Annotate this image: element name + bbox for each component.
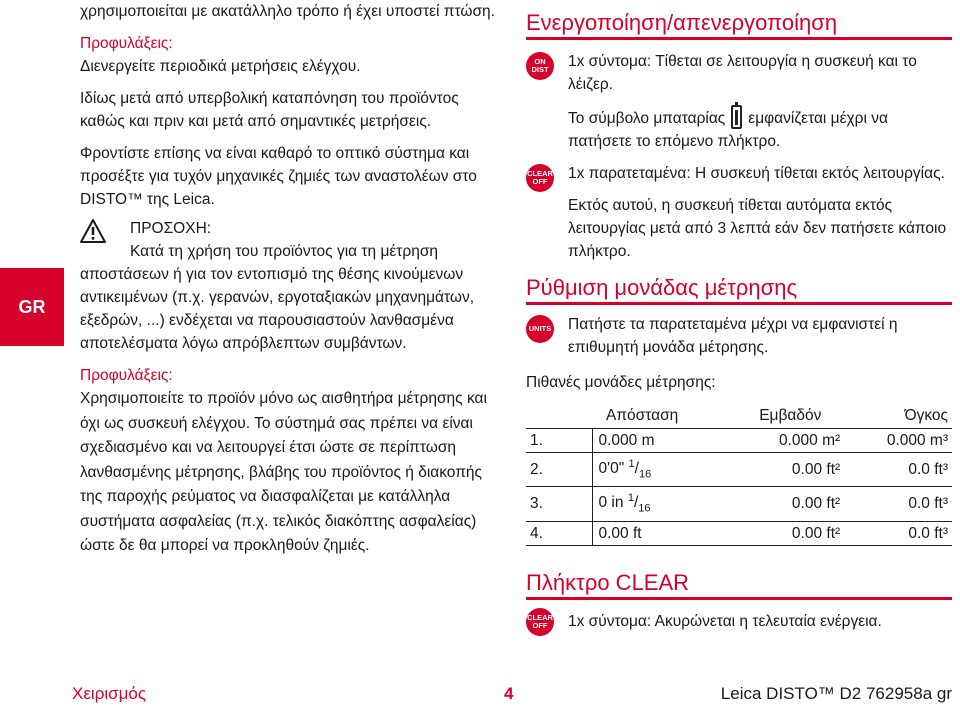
instruction-text: Το σύμβολο μπαταρίας εμφανίζεται μέχρι να πατήσετε το επόμενο πλήκτρο. bbox=[568, 105, 952, 153]
instruction-text: 1x παρατεταμένα: Η συσκευή τίθεται εκτός λειτουργίας. bbox=[568, 165, 945, 182]
instruction-text: 1x σύντομα: Τίθεται σε λειτουργία η συσκευή και το λέιζερ. bbox=[568, 53, 917, 93]
column-header: Όγκος bbox=[844, 402, 952, 429]
instruction-text: Πατήστε τα παρατεταμένα μέχρι να εμφανιστεί η επιθυμητή μονάδα μέτρησης. bbox=[568, 316, 898, 356]
section-title-units: Ρύθμιση μονάδας μέτρησης bbox=[526, 275, 952, 305]
language-tab: GR bbox=[0, 268, 64, 346]
off-instruction bbox=[526, 162, 952, 263]
instruction-text: Εκτός αυτού, η συσκευή τίθεται αυτόματα εκτός λειτουργίας μετά από 3 λεπτά εάν δεν πατήσετε κάποιο πλήκτρο. bbox=[568, 197, 947, 260]
warning-block bbox=[80, 217, 505, 355]
units-key-icon: UNITS bbox=[526, 315, 554, 343]
section-title-on-off: Ενεργοποίηση/απενεργοποίηση bbox=[526, 10, 952, 40]
warning-text: Κατά τη χρήση του προϊόντος για τη μέτρηση bbox=[130, 243, 439, 260]
paragraph: Ιδίως μετά από υπερβολική καταπόνηση του προϊόντος καθώς και πριν και μετά από σημαντικές μετρήσεις. bbox=[80, 90, 459, 130]
page-number: 4 bbox=[504, 684, 514, 703]
units-instruction bbox=[526, 313, 952, 359]
column-header: Απόσταση bbox=[592, 402, 736, 429]
battery-icon bbox=[731, 105, 742, 129]
right-column bbox=[526, 0, 952, 633]
table-row: 3. 0 in $^1/_{16}$ 0.00 ft² 0.0 ft³ bbox=[526, 487, 952, 521]
table-row: 1. 0.000 m 0.000 m² 0.000 m³ bbox=[526, 429, 952, 453]
footer-section-name: Χειρισμός bbox=[72, 684, 147, 703]
clear-off-key-icon: CLEAR OFF bbox=[526, 608, 554, 636]
table-row: 4. 0.00 ft 0.00 ft² 0.0 ft³ bbox=[526, 521, 952, 545]
precautions-heading: Προφυλάξεις: bbox=[80, 367, 173, 384]
on-dist-key-icon: ON DIST bbox=[526, 52, 554, 80]
warning-title: ΠΡΟΣΟΧΗ: bbox=[130, 220, 212, 237]
page-footer bbox=[72, 684, 960, 708]
footer-product-name: Leica DISTO™ D2 762958a gr bbox=[720, 684, 952, 703]
clear-off-key-icon: CLEAR OFF bbox=[526, 164, 554, 192]
table-header-row bbox=[526, 402, 952, 429]
warning-text: αποστάσεων ή για τον εντοπισμό της θέσης κινούμενων αντικειμένων (π.χ. γερανών, εργοταξιακών μηχανημάτων, εξεδρών, ...) ενδέχεται να παρουσιαστούν λανθασμένα αποτελέσματα λόγω απρόβλεπτων συμβάντων. bbox=[80, 266, 475, 352]
on-instruction bbox=[526, 50, 952, 153]
units-table bbox=[526, 402, 952, 546]
paragraph: Φροντίστε επίσης να είναι καθαρό το οπτικό σύστημα και προσέξτε για τυχόν μηχανικές ζημιές των αναστολέων στο DISTO™ της Leica. bbox=[80, 145, 477, 208]
column-header: Εμβαδόν bbox=[736, 402, 844, 429]
paragraph: Διενεργείτε περιοδικά μετρήσεις ελέγχου. bbox=[80, 58, 361, 75]
left-column bbox=[80, 0, 505, 559]
clear-instruction bbox=[526, 610, 952, 633]
paragraph: Χρησιμοποιείτε το προϊόν μόνο ως αισθητήρα μέτρησης και όχι ως συσκευή ελέγχου. Το σύστημά σας πρέπει να είναι σχεδιασμένο και να λειτουργεί έτσι ώστε σε περίπτωση λανθασμένης μέτρησης, βλάβης του προϊόντος ή διακοπής της παροχής ρεύματος να διασφαλίζεται με κατάλληλα συστήματα ασφαλείας (π.χ. τελικός διακόπτης ασφαλείας) ώστε δε θα μπορεί να προκληθούν ζημιές. bbox=[80, 390, 487, 554]
precautions-heading: Προφυλάξεις: bbox=[80, 35, 173, 52]
units-intro: Πιθανές μονάδες μέτρησης: bbox=[526, 374, 716, 391]
table-row: 2. 0'0" $^1/_{16}$ 0.00 ft² 0.0 ft³ bbox=[526, 453, 952, 487]
instruction-text: 1x σύντομα: Ακυρώνεται η τελευταία ενέργεια. bbox=[568, 612, 882, 630]
section-title-clear-key: Πλήκτρο CLEAR bbox=[526, 570, 952, 600]
warning-triangle-icon bbox=[80, 219, 106, 243]
paragraph: χρησιμοποιείται με ακατάλληλο τρόπο ή έχει υποστεί πτώση. bbox=[80, 3, 495, 20]
